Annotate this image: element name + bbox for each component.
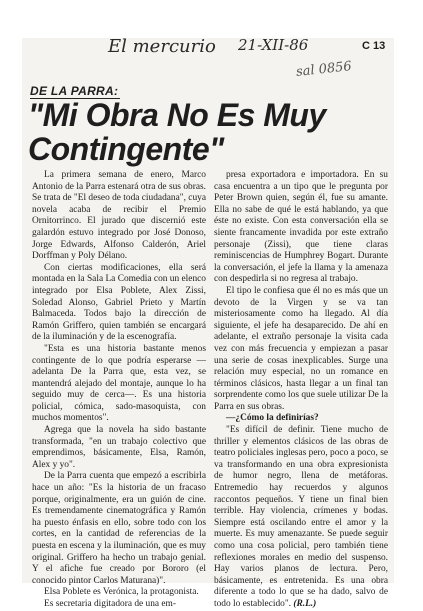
paragraph: Elsa Poblete es Verónica, la protagonista. xyxy=(44,587,199,598)
paragraph: presa exportadora e importadora. En su casa encuentra a un tipo que le pregunta por Peter Brown quien, según él, fue su amante. Ella no sabe de qué le está hablando, ya que éste no existe. Con esta conversación ella se siente francamente invadida por este extraño personaje (Zissi), que tiene claras reminiscencias de Humphrey Bogart. Durante la conversación, el jefe la llama y la amenaza con despedirla si no regresa al trabajo. xyxy=(214,170,388,285)
paragraph: La primera semana de enero, Marco Antonio de la Parra estenará otra de sus obras. Se trata de "El deseo de toda ciudadana", cuya novela acaba de recibir el Premio Ornitorrinco. El jurado que discernió este galardón estuvo integrado por José Donoso, Jorge Edwards, Alfonso Calderón, Ariel Dorffman y Poly Délano. xyxy=(32,170,206,262)
article-column-right xyxy=(214,170,388,611)
article-headline: "Mi Obra No Es Muy Contingente" xyxy=(28,97,326,167)
author-signature: (R.L.) xyxy=(293,598,317,609)
article-column-left xyxy=(32,170,206,611)
handwritten-date: 21-XII-86 xyxy=(238,36,309,54)
paragraph: De la Parra cuenta que empezó a escribirla hace un año: "Es la historia de un fracaso porque, originalmente, era un guión de cine. Es tremendamente cinematográfica y Ramón ha puesto énfasis en ello, sobre todo con los cortes, en la cantidad de referencias de la puesta en escena y la iluminación, que es muy original. Griffero ha hecho un trabajo genial. Y el afiche fue creado por Bororo (el conocido pintor Carlos Maturana)". xyxy=(32,471,206,586)
archive-stamp: sal 0856 xyxy=(295,59,353,80)
paragraph: Con ciertas modificaciones, ella será montada en la Sala La Comedia con un elenco integrado por Elsa Poblete, Alex Zissi, Soledad Alonso, Gabriel Prieto y Martín Balmaceda. Todos bajo la dirección de Ramón Griffero, quien también se encargará de la iluminación y de la escenografía. xyxy=(32,262,206,343)
paragraph: "Esta es una historia bastante menos contingente de lo que podría esperarse —adelanta De la Parra que, esta vez, se mantendrá alejado del montaje, aunque lo ha seguido muy de cerca—. Es una historia policial, cómica, sado-masoquista, con muchos momentos". xyxy=(32,343,206,424)
handwritten-newspaper-name: El mercurio xyxy=(108,36,216,57)
article-subhead: —¿Cómo la definirías? xyxy=(226,413,319,424)
closing-text: "Es difícil de definir. Tiene mucho de thriller y elementos clásicos de las obras de teatro policiales inglesas pero, poco a poco, se va transformando en una obra expresionista de humor negro, llena de metáforas. Entremedio hay recuerdos y algunos raccontos pequeños. Y tiene un final bien terrible. Hay violencia, crímenes y bodas. Siempre está oscilando entre el amor y la muerte. Es muy amenazante. Se puede seguir como una cosa policial, pero también tiene reflexiones morales en medio del suspenso. Hay varios planos de lectura. Pero, básicamente, es entretenida. Es una obra diferente a todo lo que se ha dado, salvo de todo lo establecido". xyxy=(214,425,388,609)
page-number: C 13 xyxy=(362,40,386,52)
paragraph: Agrega que la novela ha sido bastante transformada, "en un trabajo colectivo que emprendimos, básicamente, Elsa, Ramón, Alex y yo". xyxy=(32,425,206,470)
article-kicker: DE LA PARRA: xyxy=(30,84,119,98)
paragraph: El tipo le confiesa que él no es más que un devoto de la Virgen y se va tan misteriosamente como ha llegado. Al día siguiente, el jefe ha desaparecido. De ahí en adelante, el extraño personaje la visita cada vez con más frecuencia y empiezan a pasar una serie de cosas inexplicables. Surge una relación muy especial, no un romance en términos clásicos, hasta llegar a un final tan sorprendente como los que suele utilizar De la Parra en sus obras. xyxy=(214,285,388,412)
paragraph-closing xyxy=(214,425,388,611)
paragraph: Es secretaria digitadora de una em- xyxy=(44,598,176,609)
